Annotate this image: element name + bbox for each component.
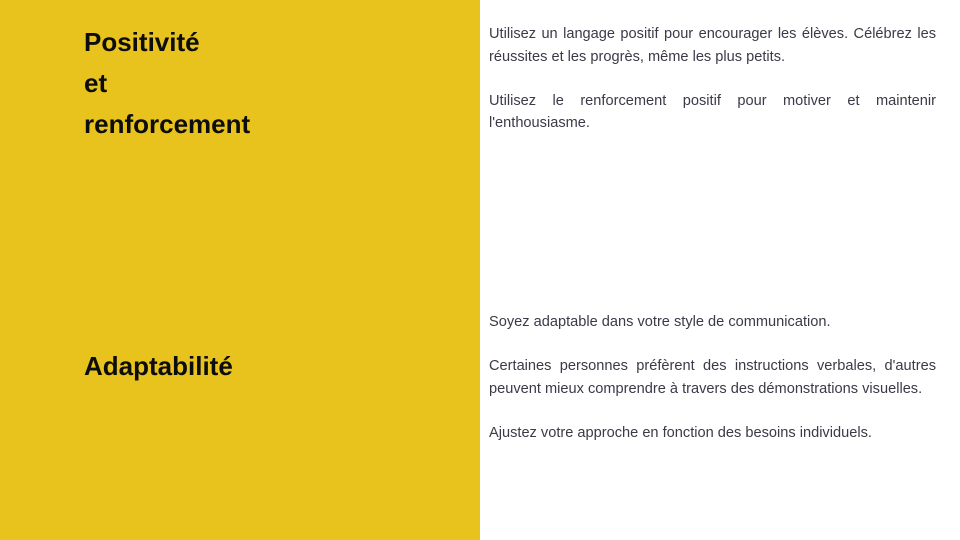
heading-line: et (84, 68, 108, 98)
body-paragraph: Utilisez le renforcement positif pour motiver et maintenir l'enthousiasme. (489, 92, 936, 131)
body-paragraph: Ajustez votre approche en fonction des besoins individuels. (489, 424, 872, 441)
body-paragraph: Utilisez un langage positif pour encourager les élèves. Célébrez les réussites et les progrès, même les plus petits. (489, 26, 936, 65)
heading-line: renforcement (84, 109, 251, 139)
body-paragraph: Certaines personnes préfèrent des instructions verbales, d'autres peuvent mieux comprendre à travers des démonstrations visuelles. (489, 358, 936, 397)
section-heading-positivite (84, 22, 324, 145)
section-body-positivite (489, 23, 936, 135)
heading-line: Positivité (84, 27, 200, 57)
section-heading-adaptabilite: Adaptabilité (84, 351, 233, 381)
section-body-adaptabilite (489, 311, 936, 444)
body-paragraph: Soyez adaptable dans votre style de communication. (489, 314, 831, 330)
